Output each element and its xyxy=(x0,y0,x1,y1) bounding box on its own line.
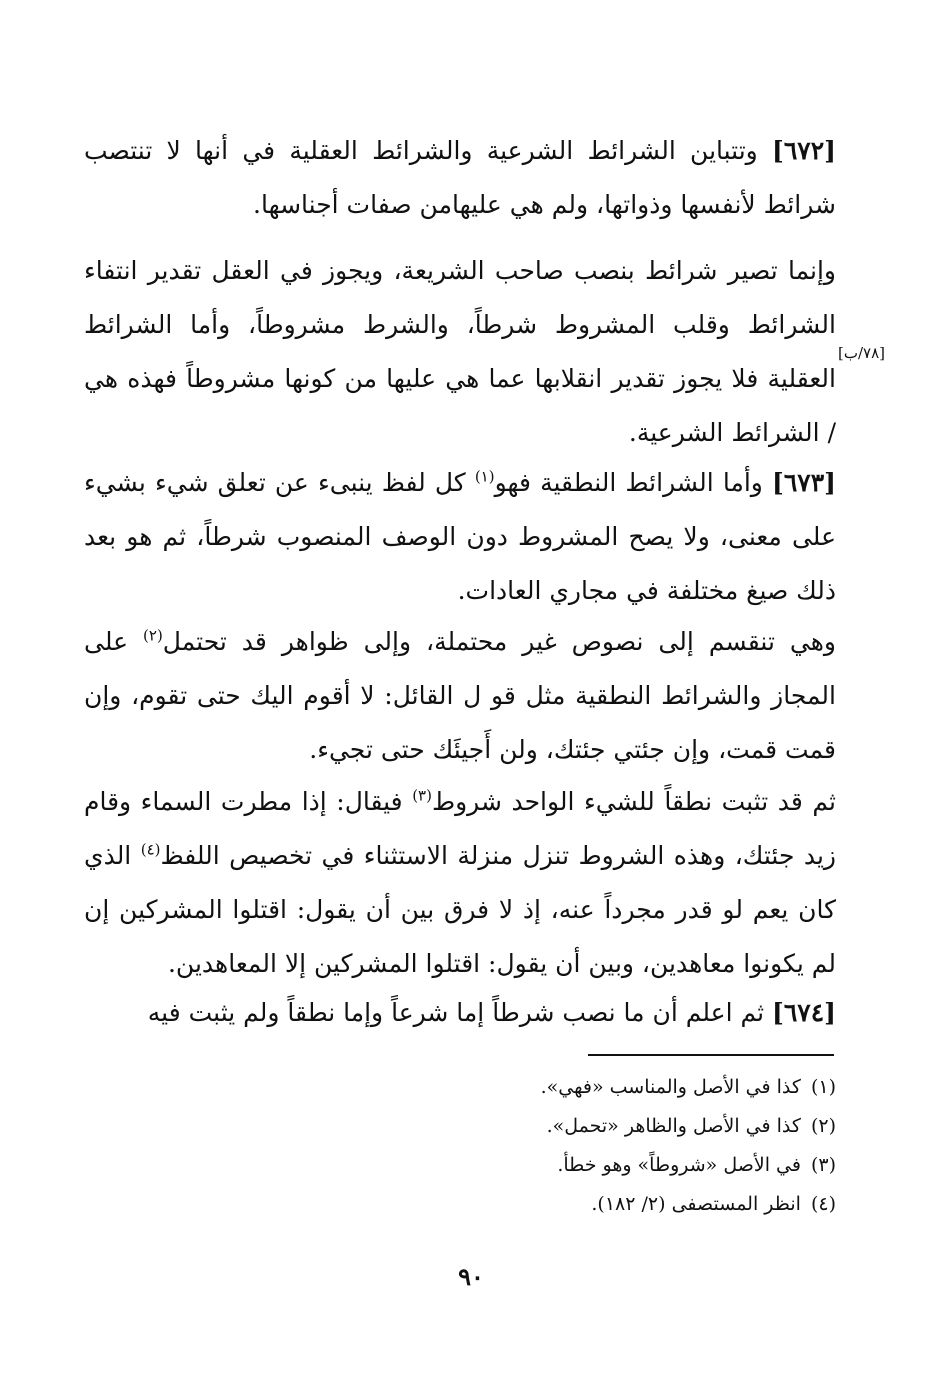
paragraph-body: وإنما تصير شرائط بنصب صاحب الشريعة، ويجوز في العقل تقدير انتفاء الشرائط وقلب المشروط شرطاً، والشرط مشروطاً، وأما الشرائط العقلية فلا يجوز تقدير انقلابها عما هي عليها من كونها مشروطاً فهذه هي / الشرائط الشرعية. xyxy=(84,256,836,447)
paragraph-text xyxy=(84,124,836,232)
footnote-text: انظر المستصفى (٢/ ١٨٢). xyxy=(591,1193,801,1215)
paragraph-673 xyxy=(84,456,836,618)
footnote-number: (١) xyxy=(810,1076,836,1098)
paragraph-673-conditions xyxy=(84,775,836,991)
footnote-text: كذا في الأصل والظاهر «تحمل». xyxy=(546,1115,801,1137)
footnote-4 xyxy=(300,1185,836,1224)
footnote-number: (٣) xyxy=(810,1154,836,1176)
footnote-number: (٤) xyxy=(810,1193,836,1215)
paragraph-text xyxy=(84,775,836,991)
paragraph-number: [٦٧٤] xyxy=(772,998,836,1027)
paragraph-body: وتتباين الشرائط الشرعية والشرائط العقلية في أنها لا تنتصب شرائط لأنفسها وذواتها، ولم هي عليهامن صفات أجناسها. xyxy=(84,136,836,219)
paragraph-text xyxy=(84,615,836,777)
page-number: ٩٠ xyxy=(458,1262,484,1291)
footnote-ref-3[interactable]: (٣) xyxy=(412,786,432,805)
footnotes-section xyxy=(300,1068,836,1224)
footnote-text: كذا في الأصل والمناسب «فهي». xyxy=(540,1076,801,1098)
footnote-ref-1[interactable]: (١) xyxy=(474,467,495,486)
paragraph-673-continued xyxy=(84,615,836,777)
paragraph-number: [٦٧٢] xyxy=(772,136,836,165)
footnote-number: (٢) xyxy=(810,1115,836,1137)
footnote-divider xyxy=(588,1054,834,1056)
paragraph-674 xyxy=(84,986,836,1040)
footnote-ref-2[interactable]: (٢) xyxy=(143,626,163,645)
paragraph-body: الذي كان يعم لو قدر مجرداً عنه، إذ لا فرق بين أن يقول: اقتلوا المشركين إن لم يكونوا معاهدين، وبين أن يقول: اقتلوا المشركين إلا المعاهدين. xyxy=(84,841,836,978)
paragraph-body: وأما الشرائط النطقية فهو xyxy=(494,468,763,497)
paragraph-672-continued xyxy=(84,244,836,460)
paragraph-body: وهي تنقسم إلى نصوص غير محتملة، وإلى ظواهر قد تحتمل xyxy=(162,627,836,656)
footnote-1 xyxy=(300,1068,836,1107)
paragraph-text xyxy=(84,244,836,460)
paragraph-number: [٦٧٣] xyxy=(772,468,836,497)
paragraph-text xyxy=(84,986,836,1040)
paragraph-body: ثم قد تثبت نطقاً للشيء الواحد شروط xyxy=(431,787,836,816)
footnote-text: في الأصل «شروطاً» وهو خطأ. xyxy=(557,1154,801,1176)
paragraph-672 xyxy=(84,124,836,232)
paragraph-body: كل لفظ ينبىء عن تعلق شيء بشيء على معنى، ولا يصح المشروط دون الوصف المنصوب شرطاً، ثم هو بعد ذلك صيغ مختلفة في مجاري العادات. xyxy=(84,468,836,605)
footnote-3 xyxy=(300,1146,836,1185)
margin-folio-note: [٧٨/ب] xyxy=(838,344,886,362)
footnote-ref-4[interactable]: (٤) xyxy=(140,840,161,859)
footnote-2 xyxy=(300,1107,836,1146)
paragraph-body: على المجاز والشرائط النطقية مثل قو ل القائل: لا أقوم اليك حتى تقوم، وإن قمت قمت، وإن جئتي جئتك، ولن أَجيئَك حتى تجيء. xyxy=(84,627,836,764)
paragraph-body: فيقال: إذا مطرت السماء وقام زيد جئتك، وهذه الشروط تنزل منزلة الاستثناء في تخصيص اللفظ xyxy=(84,787,836,870)
paragraph-text xyxy=(84,456,836,618)
paragraph-body: ثم اعلم أن ما نصب شرطاً إما شرعاً وإما نطقاً ولم يثبت فيه xyxy=(147,998,765,1027)
